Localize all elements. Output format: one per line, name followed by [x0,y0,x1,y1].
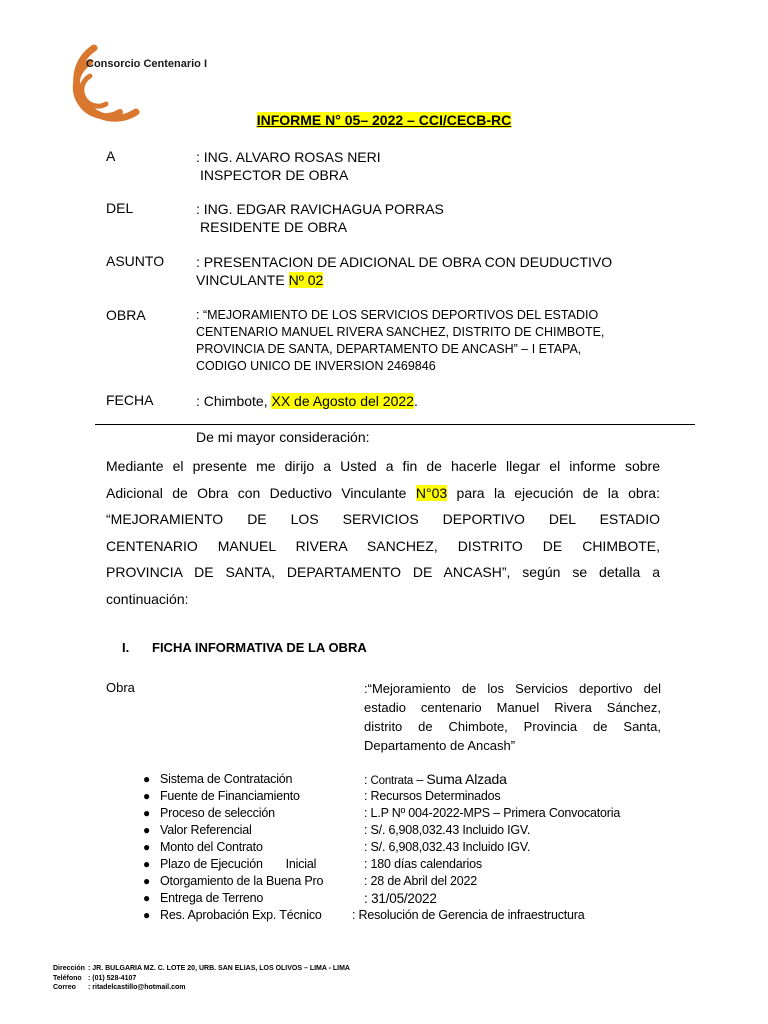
subject-line1: : PRESENTACION DE ADICIONAL DE OBRA CON DEUDUCTIVO [196,254,613,270]
list-item: ● Proceso de selección : L.P Nº 004-2022-MPS – Primera Convocatoria [143,806,621,820]
obra-line: Departamento de Ancash” [364,738,516,753]
date-value: : Chimbote, XX de Agosto del 2022. [196,393,418,409]
subject-number-highlight: Nº 02 [288,272,324,288]
bullet-icon: ● [143,789,151,803]
footer-email: Correo : ritadelcastillo@hotmail.com [53,984,186,991]
paragraph-line: PROVINCIA DE SANTA, DEPARTAMENTO DE ANCASH”, según se detalla a [106,564,660,580]
from-label: DEL [106,200,134,216]
obra-label: Obra [106,680,135,695]
work-line: PROVINCIA DE SANTA, DEPARTAMENTO DE ANCASH” – I ETAPA, [196,342,582,356]
bullet-icon: ● [143,840,151,854]
header-divider [95,424,695,425]
to-value [196,148,381,184]
obra-line: estadio centenario Manuel Rivera Sánchez, [364,700,661,715]
bullet-icon: ● [143,772,151,786]
work-label: OBRA [106,307,146,323]
list-item: ● Monto del Contrato : S/. 6,908,032.43 Incluido IGV. [143,840,531,854]
work-line: CENTENARIO MANUEL RIVERA SANCHEZ, DISTRITO DE CHIMBOTE, [196,325,605,339]
obra-value [364,679,661,755]
bullet-icon: ● [143,857,151,871]
to-role: INSPECTOR DE OBRA [200,167,349,183]
list-item: ● Res. Aprobación Exp. Técnico : Resolución de Gerencia de infraestructura [143,908,585,922]
bullet-icon: ● [143,908,151,922]
from-role: RESIDENTE DE OBRA [200,219,348,235]
paragraph-line: “MEJORAMIENTO DE LOS SERVICIOS DEPORTIVO DEL ESTADIO [106,511,660,527]
company-name: Consorcio Centenario I [86,58,208,70]
paragraph-line: Adicional de Obra con Deductivo Vinculante N°03 para la ejecución de la obra: [106,484,660,501]
obra-line: :“Mejoramiento de los Servicios deportivo del [364,681,661,696]
list-item: ● Fuente de Financiamiento : Recursos Determinados [143,789,501,803]
list-item: ● Valor Referencial : S/. 6,908,032.43 Incluido IGV. [143,823,531,837]
list-item: ● Sistema de Contratación : Contrata – Suma Alzada [143,771,507,787]
page-footer [53,964,350,993]
report-title: INFORME N° 05– 2022 – CCI/CECB-RC [256,112,512,128]
project-info-list [140,771,720,924]
subject-line2: VINCULANTE Nº 02 [196,272,324,288]
work-line: CODIGO UNICO DE INVERSION 2469846 [196,359,436,373]
subject-label: ASUNTO [106,253,165,269]
obra-line: distrito de Chimbote, Provincia de Santa, [364,719,661,734]
section-heading: I. FICHA INFORMATIVA DE LA OBRA [122,640,367,655]
paragraph-line: CENTENARIO MANUEL RIVERA SANCHEZ, DISTRITO DE CHIMBOTE, [106,537,660,554]
footer-phone: Teléfono : (01) 528-4107 [53,974,137,982]
list-item: ● Entrega de Terreno : 31/05/2022 [143,891,437,906]
paragraph-line: continuación: [106,590,189,607]
salutation: De mi mayor consideración: [196,429,370,445]
from-value [196,200,444,236]
logo-inner-arc [82,76,106,106]
bullet-icon: ● [143,823,151,837]
subject-value [196,253,612,289]
list-item: ● Plazo de Ejecución Inicial : 180 días calendarios [143,857,482,871]
work-line: : “MEJORAMIENTO DE LOS SERVICIOS DEPORTIVOS DEL ESTADIO [196,308,599,322]
to-label: A [106,148,116,164]
footer-address: Dirección : JR. BULGARIA MZ. C. LOTE 20, URB. SAN ELIAS, LOS OLIVOS – LIMA - LIMA [53,965,350,972]
list-item: ● Otorgamiento de la Buena Pro : 28 de Abril del 2022 [143,874,478,888]
bullet-icon: ● [143,891,151,905]
adicional-number-highlight: N°03 [415,484,448,501]
bullet-icon: ● [143,806,151,820]
body-paragraph [106,453,660,612]
paragraph-line: Mediante el presente me dirijo a Usted a fin de hacerle llegar el informe sobre [106,458,660,474]
bullet-icon: ● [143,874,151,888]
date-highlight: XX de Agosto del 2022 [271,393,414,409]
from-name: : ING. EDGAR RAVICHAGUA PORRAS [196,201,444,217]
date-label: FECHA [106,392,154,408]
work-value [196,307,604,375]
to-name: : ING. ALVARO ROSAS NERI [196,149,381,165]
